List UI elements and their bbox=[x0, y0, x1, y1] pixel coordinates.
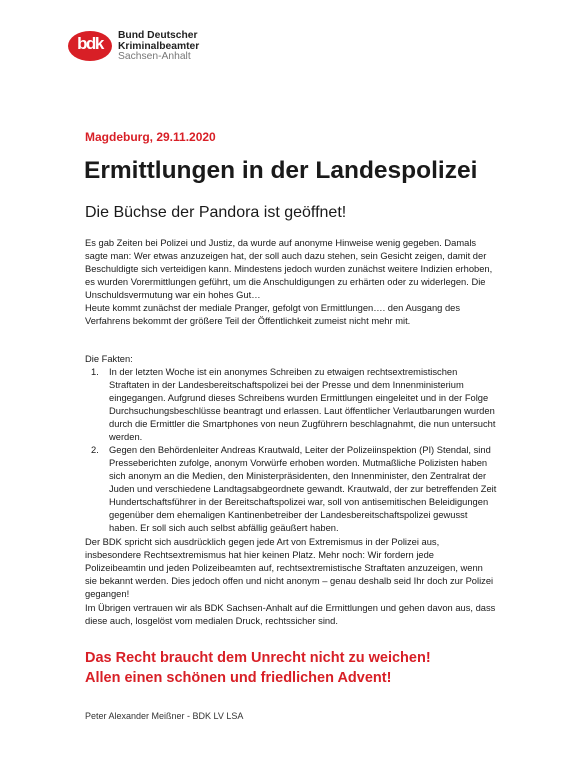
facts-list-item bbox=[91, 444, 497, 535]
facts-label: Die Fakten: bbox=[85, 354, 133, 364]
trust-section bbox=[85, 602, 497, 628]
logo-line-3: Sachsen-Anhalt bbox=[118, 51, 191, 62]
trust-paragraph: Im Übrigen vertrauen wir als BDK Sachsen-Anhalt auf die Ermittlungen und gehen davon aus, dass diese auch, losgelöst vom medialen Druck, rechtssicher sind. bbox=[85, 603, 496, 626]
list-item-text: Gegen den Behördenleiter Andreas Krautwald, Leiter der Polizeiinspektion (PI) Stendal, sind Presseberichten zufolge, anonym Vorwürfe erhoben worden. Mutmaßliche Polizisten haben sich anonym an die Medien, den Ministerpräsidenten, den Innenminister, den Zentralrat der Juden und verschiedene Landtagsabgeordnete gewandt. Krautwald, der zur betreffenden Zeit Hundertschaftsführer in der Bereitschaftspolizei war, soll von antisemitischen Beleidigungen gegenüber dem ehemaligen Kantinenbetreiber der Landesbereitschaftspolizei gewusst haben. Er soll sich auch selbst abfällig geäußert haben. bbox=[109, 445, 497, 533]
logo-line-2: Kriminalbeamter bbox=[118, 40, 200, 52]
intro-paragraph-2: Heute kommt zunächst der mediale Pranger, gefolgt von Ermittlungen…. den Ausgang des Verfahrens bekommt der größere Teil der Öffentlichkeit zumeist nicht mehr mit. bbox=[85, 303, 461, 326]
slogan bbox=[85, 648, 431, 688]
bdk-logo-text bbox=[118, 31, 199, 63]
list-item-number: 1. bbox=[91, 367, 99, 377]
statement-paragraph: Der BDK spricht sich ausdrücklich gegen jede Art von Extremismus in der Polizei aus, insbesondere Rechtsextremismus hat hier keinen Platz. Mehr noch: Wir fordern jede Polizeibeamtin und jeden Polizeibeamten auf, rechtsextremistische Straftaten anzuzeigen, wenn sie bekannt werden. Dies jedoch offen und nicht anonym – genau deshalb seid Ihr doch zur Polizei gegangen! bbox=[85, 537, 494, 599]
dateline: Magdeburg, 29.11.2020 bbox=[85, 130, 216, 144]
list-item-number: 2. bbox=[91, 445, 99, 455]
page-title: Ermittlungen in der Landespolizei bbox=[84, 157, 478, 184]
facts-section bbox=[85, 353, 497, 535]
slogan-line-1: Das Recht braucht dem Unrecht nicht zu weichen! bbox=[85, 650, 431, 666]
slogan-line-2: Allen einen schönen und friedlichen Advent! bbox=[85, 670, 392, 686]
intro-section bbox=[85, 237, 497, 328]
facts-list bbox=[85, 366, 497, 535]
intro-paragraph-1: Es gab Zeiten bei Polizei und Justiz, da wurde auf anonyme Hinweise wenig gegeben. Damals sagte man: Wer etwas anzuzeigen hat, der soll auch dazu stehen, sein Gesicht zeigen, damit der Beschuldigte sich verteidigen kann. Mindestens jedoch wurden zunächst weitere Indizien erhoben, es wurden Vorermittlungen geführt, um die Anschuldigungen zu erhärten oder zu widerlegen. Die Unschuldsvermutung war ein hohes Gut… bbox=[85, 238, 493, 300]
signature: Peter Alexander Meißner - BDK LV LSA bbox=[85, 711, 244, 721]
list-item-text: In der letzten Woche ist ein anonymes Schreiben zu etwaigen rechtsextremistischen Straftaten in der Landesbereitschaftspolizei bei der Presse und dem Innenministerium eingegangen. Aufgrund dieses Schreibens wurden Ermittlungen eingeleitet und in der Folge Durchsuchungsbeschlüsse beantragt und erlassen. Laut öffentlicher Verlautbarungen wurden durch die Ermittler die Smartphones von neun Zugführern beschlagnahmt, die nun untersucht werden. bbox=[109, 367, 496, 442]
bdk-logo bbox=[68, 31, 199, 63]
facts-list-item bbox=[91, 366, 497, 444]
logo-line-1: Bund Deutscher bbox=[118, 30, 198, 41]
bdk-logo-mark-text: bdk bbox=[77, 34, 103, 53]
statement-section bbox=[85, 536, 497, 601]
page-subtitle: Die Büchse der Pandora ist geöffnet! bbox=[85, 204, 347, 221]
bdk-logo-mark bbox=[68, 31, 112, 61]
